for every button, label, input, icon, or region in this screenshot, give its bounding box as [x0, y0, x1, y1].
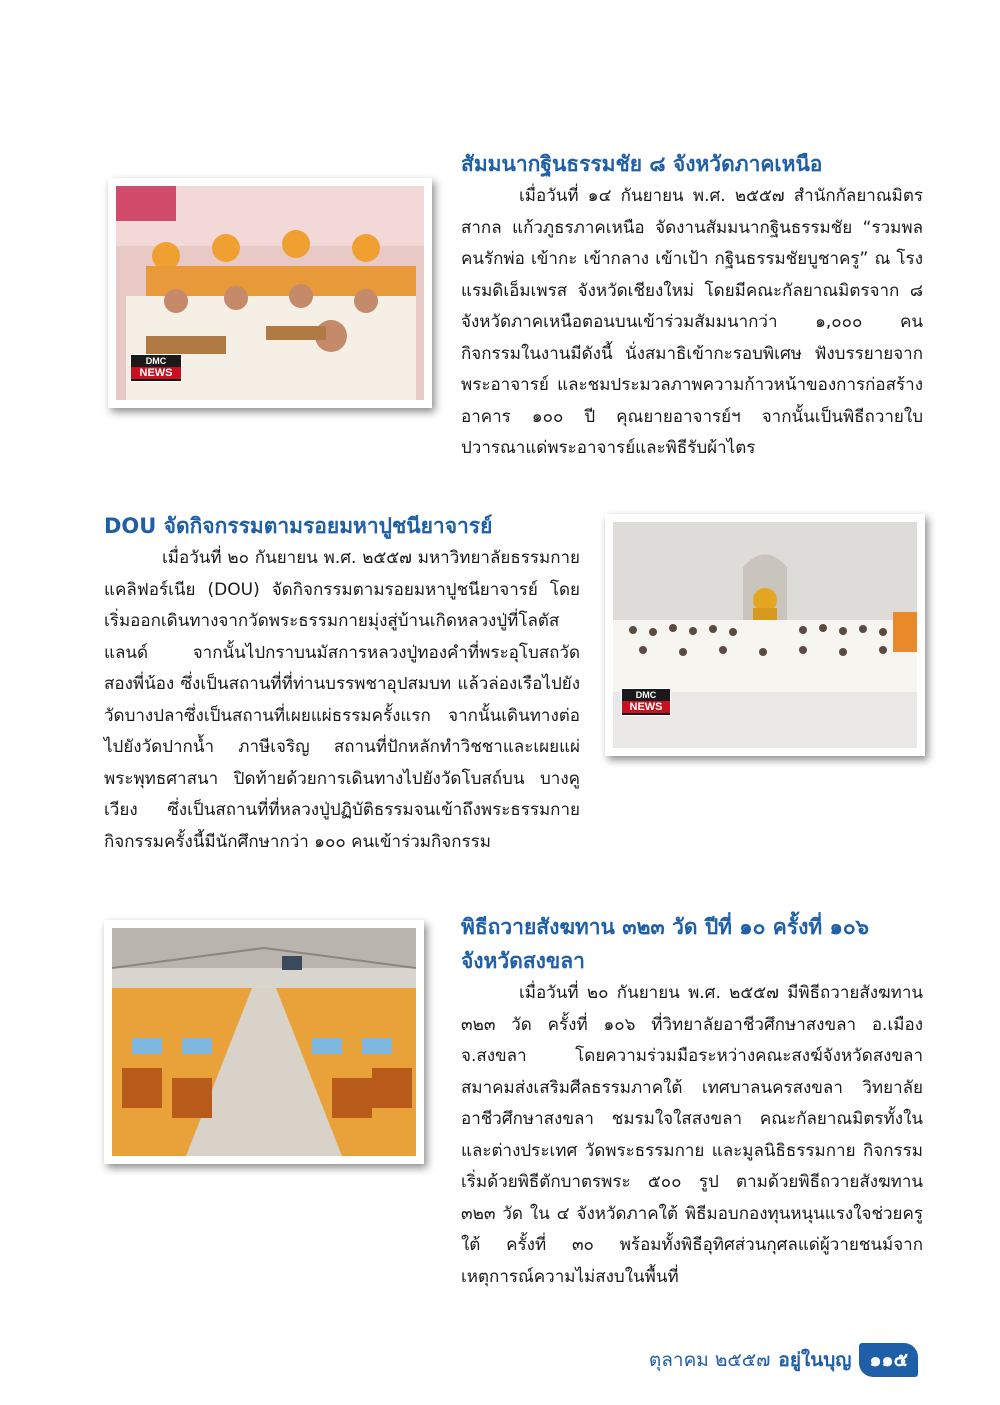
dmc-news-logo: DMC NEWS — [130, 354, 182, 382]
dmc-news-logo: DMC NEWS — [621, 688, 671, 716]
article-headline: พิธีถวายสังฆทาน ๓๒๓ วัด ปีที่ ๑๐ ครั้งที่ ๑๐๖ จังหวัดสงขลา — [461, 915, 869, 973]
page-footer — [649, 1344, 918, 1376]
page-number: ๑๑๕ — [859, 1343, 918, 1377]
photo-seminar-group — [108, 178, 432, 408]
article-sanghadana-songkhla — [461, 910, 923, 1293]
article-body: เมื่อวันที่ ๒๐ กันยายน พ.ศ. ๒๕๕๗ มีพิธีถวายสังฆทาน ๓๒๓ วัด ครั้งที่ ๑๐๖ ที่วิทยาลัยอาชีวศึกษาสงขลา อ.เมือง จ.สงขลา โดยความร่วมมือระหว่างคณะสงฆ์จังหวัดสงขลา สมาคมส่งเสริมศีลธรรมภาคใต้ เทศบาลนครสงขลา วิทยาลัยอาชีวศึกษาสงขลา ชมรมใจใสสงขลา คณะกัลยาณมิตรทั้งในและต่างประเทศ วัดพระธรรมกาย และมูลนิธิธรรมกาย กิจกรรมเริ่มด้วยพิธีตักบาตรพระ ๕๐๐ รูป ตามด้วยพิธีถวายสังฆทาน ๓๒๓ วัด ใน ๔ จังหวัดภาคใต้ พิธีมอบกองทุนหนุนแรงใจช่วยครูใต้ ครั้งที่ ๓๐ พร้อมทั้งพิธีอุทิศส่วนกุศลแด่ผู้วายชนม์จากเหตุการณ์ความไม่สงบในพื้นที่ — [461, 983, 923, 1287]
article-headline: DOU จัดกิจกรรมตามรอยมหาปูชนียาจารย์ — [104, 514, 493, 538]
magazine-name: อยู่ในบุญ — [778, 1349, 852, 1371]
photo-sanghadana-ceremony — [104, 920, 424, 1164]
photo-dou-group — [605, 514, 925, 756]
article-kathin-seminar — [461, 147, 923, 465]
article-body: เมื่อวันที่ ๑๔ กันยายน พ.ศ. ๒๕๕๗ สำนักกัลยาณมิตรสากล แก้วภูธรภาคเหนือ จัดงานสัมมนากฐินธรรมชัย “รวมพลคนรักพ่อ เข้ากะ เข้ากลาง เข้าเป้า กฐินธรรมชัยบูชาครู” ณ โรงแรมดิเอ็มเพรส จังหวัดเชียงใหม่ โดยมีคณะกัลยาณมิตรจาก ๘ จังหวัดภาคเหนือตอนบนเข้าร่วมสัมมนากว่า ๑,๐๐๐ คน กิจกรรมในงานมีดังนี้ นั่งสมาธิเข้ากะรอบพิเศษ ฟังบรรยายจากพระอาจารย์ และชมประมวลภาพความก้าวหน้าของการก่อสร้างอาคาร ๑๐๐ ปี คุณยายอาจารย์ฯ จากนั้นเป็นพิธีถวายใบปวารณาแด่พระอาจารย์และพิธีรับผ้าไตร — [461, 186, 923, 458]
article-headline: สัมมนากฐินธรรมชัย ๘ จังหวัดภาคเหนือ — [461, 152, 823, 176]
article-dou-pilgrimage — [104, 509, 580, 858]
article-body: เมื่อวันที่ ๒๐ กันยายน พ.ศ. ๒๕๕๗ มหาวิทยาลัยธรรมกาย แคลิฟอร์เนีย (DOU) จัดกิจกรรมตามรอยมหาปูชนียาจารย์ โดยเริ่มออกเดินทางจากวัดพระธรรมกายมุ่งสู่บ้านเกิดหลวงปู่ที่โลตัสแลนด์ จากนั้นไปกราบนมัสการหลวงปู่ทองคำที่พระอุโบสถวัดสองพี่น้อง ซึ่งเป็นสถานที่ที่ท่านบรรพชาอุปสมบท แล้วล่องเรือไปยังวัดบางปลาซึ่งเป็นสถานที่เผยแผ่ธรรมครั้งแรก จากนั้นเดินทางต่อไปยังวัดปากน้ำ ภาษีเจริญ สถานที่ปักหลักทำวิชชาและเผยแผ่พระพุทธศาสนา ปิดท้ายด้วยการเดินทางไปยังวัดโบสถ์บน บางคูเวียง ซึ่งเป็นสถานที่ที่หลวงปู่ปฏิบัติธรรมจนเข้าถึงพระธรรมกาย กิจกรรมครั้งนี้มีนักศึกษากว่า ๑๐๐ คนเข้าร่วมกิจกรรม — [104, 548, 580, 852]
issue-date: ตุลาคม ๒๕๕๗ — [648, 1349, 771, 1371]
